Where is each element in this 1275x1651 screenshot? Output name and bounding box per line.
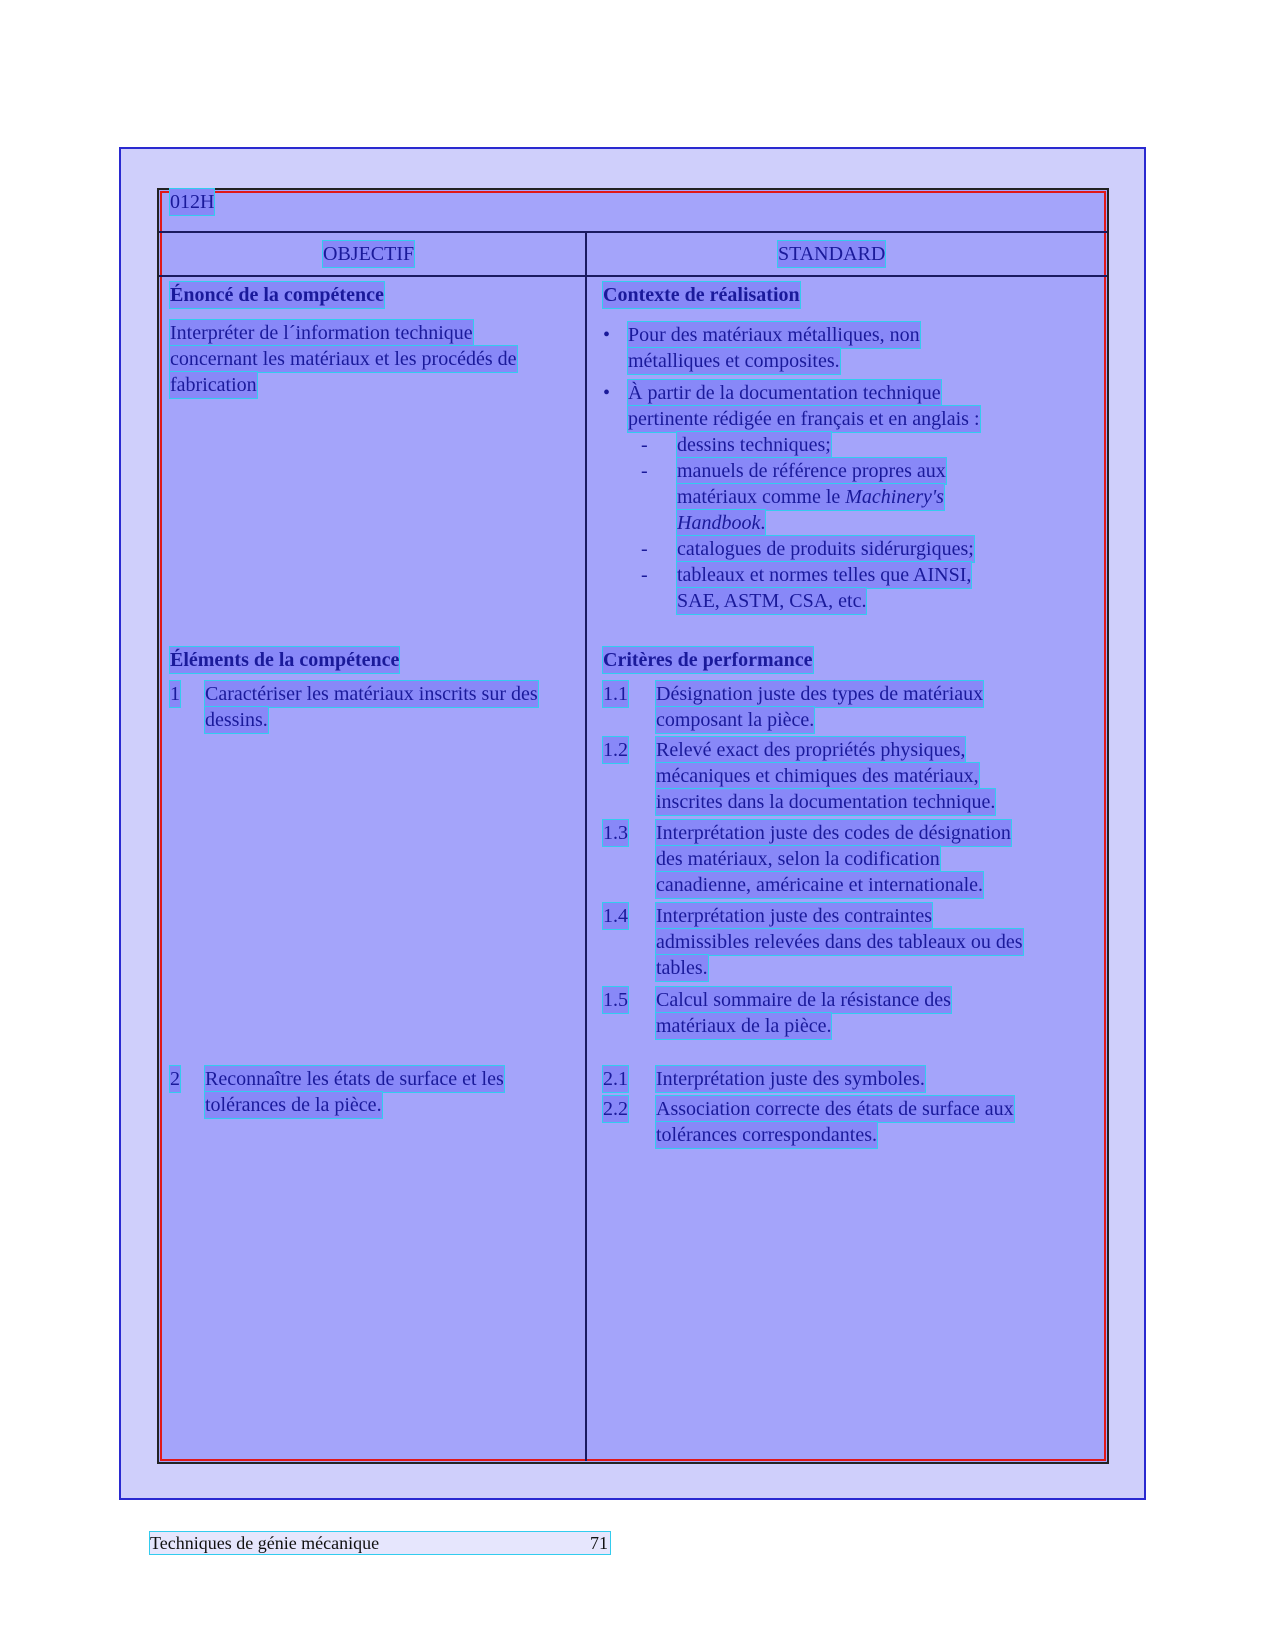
bullet-icon: •	[603, 382, 611, 404]
sub-item-line: SAE, ASTM, CSA, etc.	[677, 590, 867, 612]
critere-number: 1.3	[603, 822, 628, 844]
sub-item-line: tableaux et normes telles que AINSI,	[677, 564, 972, 586]
critere-number: 1.2	[603, 739, 628, 761]
contexte-bullet-line: Pour des matériaux métalliques, non	[628, 324, 920, 346]
critere-number: 2.1	[603, 1068, 628, 1090]
contexte-bullet-line: métalliques et composites.	[628, 350, 840, 372]
sub-item-line: dessins techniques;	[677, 434, 831, 456]
critere-line: admissibles relevées dans des tableaux ou des	[656, 931, 1023, 953]
enonce-line: concernant les matériaux et les procédés de	[170, 348, 517, 370]
critere-line: matériaux de la pièce.	[656, 1015, 832, 1037]
critere-number: 1.4	[603, 905, 628, 927]
critere-line: Interprétation juste des codes de désignation	[656, 822, 1011, 844]
element-line: Caractériser les matériaux inscrits sur des	[205, 683, 538, 705]
column-divider	[585, 233, 587, 1461]
contexte-bullet-line: pertinente rédigée en français et en anglais :	[628, 408, 980, 430]
enonce-title: Énoncé de la compétence	[170, 284, 384, 306]
critere-number: 1.1	[603, 683, 628, 705]
sub-dash: -	[641, 538, 648, 560]
contexte-bullet-line: À partir de la documentation technique	[628, 382, 941, 404]
bullet-icon: •	[603, 324, 611, 346]
footer-title: Techniques de génie mécanique	[150, 1533, 380, 1553]
page-number: 71	[590, 1533, 608, 1553]
sub-dash: -	[641, 460, 648, 482]
header-divider-bottom	[159, 275, 1107, 277]
critere-line: Calcul sommaire de la résistance des	[656, 989, 951, 1011]
header-objective: OBJECTIF	[323, 243, 415, 265]
contexte-title: Contexte de réalisation	[603, 284, 800, 306]
enonce-line: Interpréter de l´information technique	[170, 322, 473, 344]
critere-line: Interprétation juste des contraintes	[656, 905, 933, 927]
criteres-title: Critères de performance	[603, 649, 813, 671]
critere-line: Interprétation juste des symboles.	[656, 1068, 925, 1090]
page-footer	[150, 1532, 610, 1554]
sub-item-line: matériaux comme le Machinery's	[677, 486, 944, 508]
critere-line: mécaniques et chimiques des matériaux,	[656, 765, 979, 787]
critere-number: 2.2	[603, 1098, 628, 1120]
critere-line: composant la pièce.	[656, 709, 815, 731]
element-line: tolérances de la pièce.	[205, 1094, 382, 1116]
elements-title: Éléments de la compétence	[170, 649, 400, 671]
critere-line: Désignation juste des types de matériaux	[656, 683, 984, 705]
critere-line: tolérances correspondantes.	[656, 1124, 878, 1146]
element-line: dessins.	[205, 709, 268, 731]
program-code: 012H	[170, 191, 215, 213]
header-divider-top	[159, 231, 1107, 233]
header-standard: STANDARD	[778, 243, 886, 265]
sub-dash: -	[641, 564, 648, 586]
critere-number: 1.5	[603, 989, 628, 1011]
sub-item-line: manuels de référence propres aux	[677, 460, 946, 482]
sub-item-line: catalogues de produits sidérurgiques;	[677, 538, 974, 560]
element-number: 1	[170, 683, 180, 705]
enonce-line: fabrication	[170, 374, 257, 396]
critere-line: Association correcte des états de surface aux	[656, 1098, 1014, 1120]
critere-line: canadienne, américaine et internationale.	[656, 874, 984, 896]
element-line: Reconnaître les états de surface et les	[205, 1068, 504, 1090]
sub-item-line: Handbook.	[677, 512, 766, 534]
critere-line: Relevé exact des propriétés physiques,	[656, 739, 966, 761]
element-number: 2	[170, 1068, 180, 1090]
critere-line: inscrites dans la documentation technique.	[656, 791, 996, 813]
sub-dash: -	[641, 434, 648, 456]
critere-line: des matériaux, selon la codification	[656, 848, 940, 870]
critere-line: tables.	[656, 957, 708, 979]
